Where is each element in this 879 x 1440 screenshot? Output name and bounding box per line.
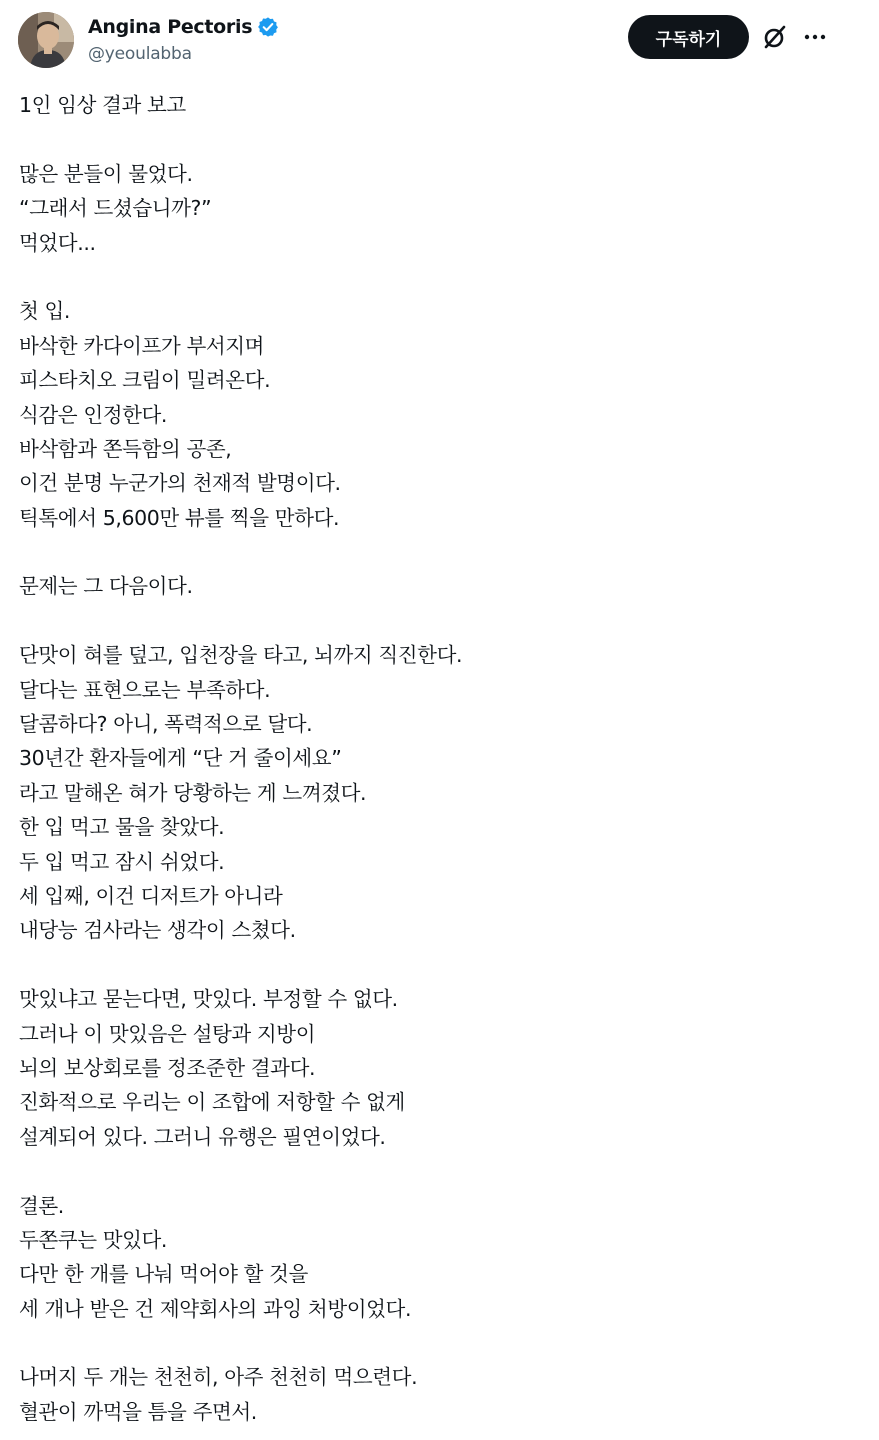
post-text-line: 30년간 환자들에게 “단 거 줄이세요” bbox=[19, 746, 342, 771]
post-text-line: 두쫀쿠는 맛있다. bbox=[19, 1227, 168, 1252]
post-text-line: 달콤하다? 아니, 폭력적으로 달다. bbox=[19, 712, 313, 737]
post-text-line: 그러나 이 맛있음은 설탕과 지방이 bbox=[19, 1021, 316, 1046]
post-text-line: 먹었다... bbox=[19, 230, 96, 255]
post-text-line: 틱톡에서 5,600만 뷰를 찍을 만하다. bbox=[19, 505, 340, 530]
post-text-line: 한 입 먹고 물을 찾았다. bbox=[19, 815, 225, 840]
post-text-line: 맛있냐고 묻는다면, 맛있다. 부정할 수 없다. bbox=[19, 987, 398, 1012]
avatar[interactable] bbox=[18, 12, 74, 68]
blank-line bbox=[19, 1154, 859, 1188]
post-text-line: 피스타치오 크림이 밀려온다. bbox=[19, 368, 271, 393]
post-text-line: 문제는 그 다음이다. bbox=[19, 574, 193, 599]
post-text-line: 뇌의 보상회로를 정조준한 결과다. bbox=[19, 1055, 316, 1080]
post-text-line: “그래서 드셨습니까?” bbox=[19, 196, 212, 221]
post-text-line: 이건 분명 누군가의 천재적 발명이다. bbox=[19, 471, 341, 496]
post-text-line: 다만 한 개를 나눠 먹어야 할 것을 bbox=[19, 1262, 308, 1287]
post-text-line: 혈관이 까먹을 틈을 주면서. bbox=[19, 1399, 257, 1424]
post-text-line: 1인 임상 결과 보고 bbox=[19, 93, 186, 117]
post-text-line: 세 입째, 이건 디저트가 아니라 bbox=[19, 883, 283, 908]
post-text-line: 라고 말해온 혀가 당황하는 게 느껴졌다. bbox=[19, 780, 367, 805]
grok-icon[interactable] bbox=[762, 24, 788, 50]
verified-badge-icon bbox=[257, 16, 279, 38]
subscribe-button[interactable]: 구독하기 bbox=[628, 15, 749, 59]
blank-line bbox=[19, 535, 859, 569]
post-text-line: 나머지 두 개는 천천히, 아주 천천히 먹으련다. bbox=[19, 1365, 418, 1390]
blank-line bbox=[19, 122, 859, 156]
display-name-row bbox=[88, 14, 279, 40]
post-text-line: 바삭한 카다이프가 부서지며 bbox=[19, 333, 265, 358]
post-text-line: 단맛이 혀를 덮고, 입천장을 타고, 뇌까지 직진한다. bbox=[19, 643, 463, 668]
post-text-line: 두 입 먹고 잠시 쉬었다. bbox=[19, 849, 225, 874]
post-text-line: 많은 분들이 물었다. bbox=[19, 161, 193, 186]
post-text-line: 달다는 표현으로는 부족하다. bbox=[19, 677, 271, 702]
post-text-line: 바삭함과 쫀득함의 공존, bbox=[19, 436, 232, 461]
post-text-line: 결론. bbox=[19, 1193, 64, 1218]
avatar-photo-icon bbox=[18, 12, 74, 68]
post-text-line: 진화적으로 우리는 이 조합에 저항할 수 없게 bbox=[19, 1090, 405, 1115]
blank-line bbox=[19, 604, 859, 638]
post-text bbox=[19, 88, 859, 1429]
post-text-line: 세 개나 받은 건 제약회사의 과잉 처방이었다. bbox=[19, 1296, 412, 1321]
post-text-line: 첫 입. bbox=[19, 299, 71, 324]
author-block bbox=[88, 14, 279, 64]
more-icon[interactable] bbox=[802, 26, 828, 48]
author-handle[interactable]: @yeoulabba bbox=[88, 44, 192, 64]
post-text-line: 식감은 인정한다. bbox=[19, 402, 168, 427]
display-name[interactable]: Angina Pectoris bbox=[88, 16, 253, 38]
blank-line bbox=[19, 260, 859, 294]
post-text-line: 설계되어 있다. 그러니 유행은 필연이었다. bbox=[19, 1124, 386, 1149]
blank-line bbox=[19, 1326, 859, 1360]
post-text-line: 내당능 검사라는 생각이 스쳤다. bbox=[19, 918, 296, 943]
post-header bbox=[0, 0, 879, 80]
blank-line bbox=[19, 948, 859, 982]
